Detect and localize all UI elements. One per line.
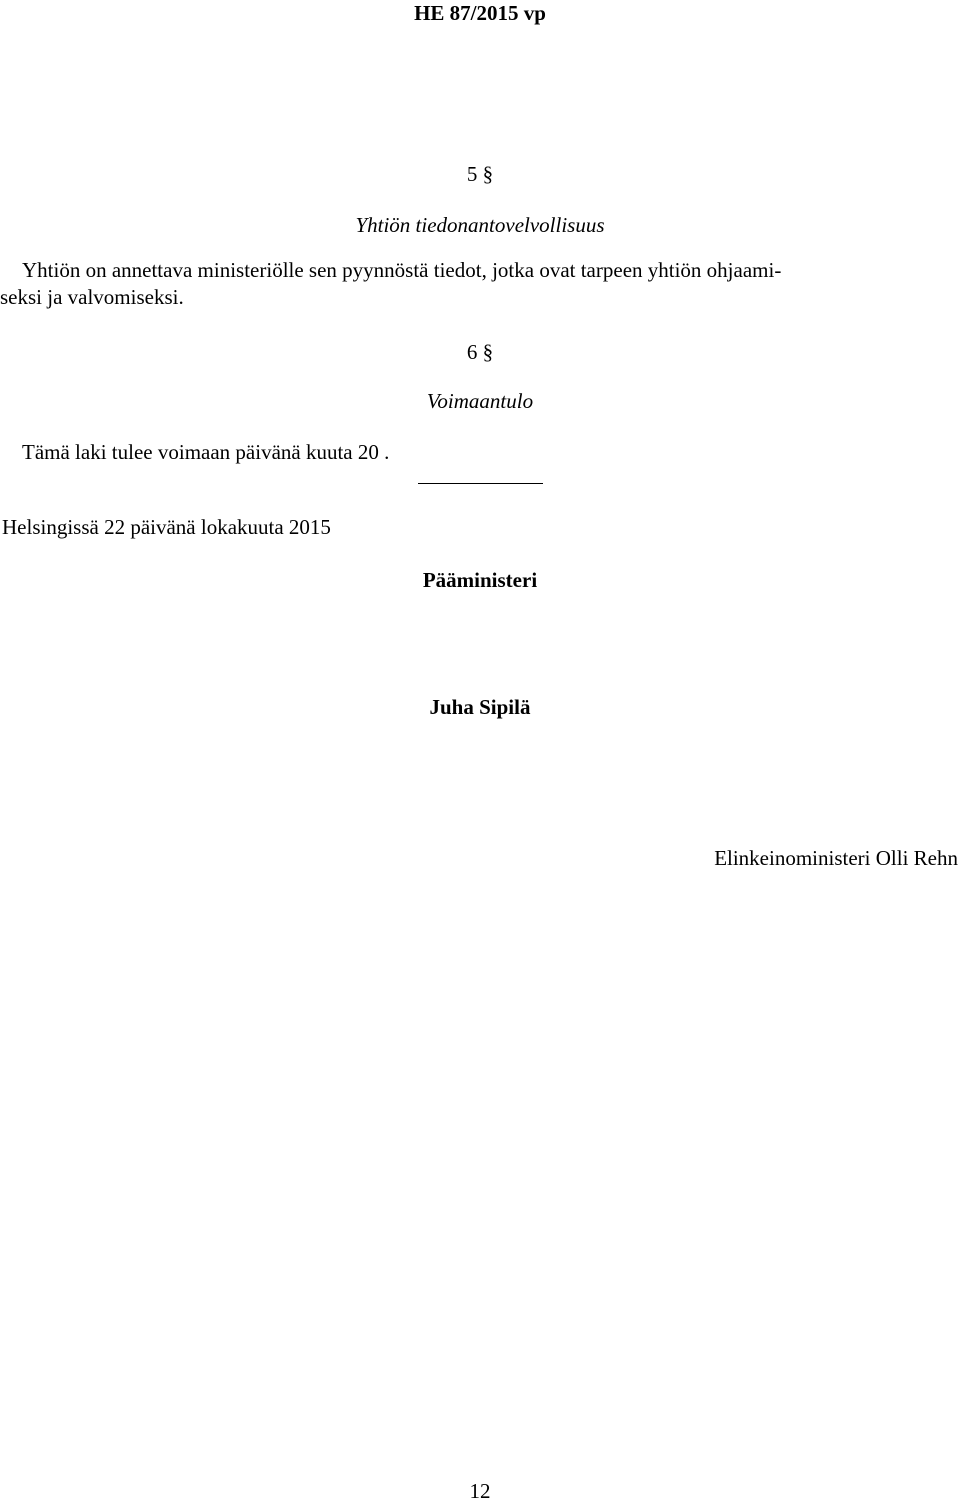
signature-name-prime-minister: Juha Sipilä (429, 695, 531, 719)
document-header: HE 87/2015 vp (414, 1, 546, 25)
signature-place-date: Helsingissä 22 päivänä lokakuuta 2015 (2, 515, 331, 539)
end-of-law-divider (418, 483, 543, 484)
signature-title-prime-minister: Pääministeri (422, 568, 538, 592)
section-5-title: Yhtiön tiedonantovelvollisuus (355, 213, 605, 237)
page-number: 12 (469, 1479, 491, 1503)
section-6-paragraph: Tämä laki tulee voimaan päivänä kuuta 20 . (22, 440, 390, 464)
section-5-paragraph-line-1: Yhtiön on annettava ministeriölle sen pyynnöstä tiedot, jotka ovat tarpeen yhtiön ohjaami- (22, 258, 782, 282)
section-5-number: 5 § (466, 162, 494, 186)
section-6-title: Voimaantulo (426, 389, 534, 413)
section-6-number: 6 § (466, 340, 494, 364)
signature-name-minister: Elinkeinoministeri Olli Rehn (714, 846, 958, 870)
section-5-paragraph-line-2: seksi ja valvomiseksi. (0, 285, 184, 309)
section-5-paragraph (0, 257, 960, 311)
